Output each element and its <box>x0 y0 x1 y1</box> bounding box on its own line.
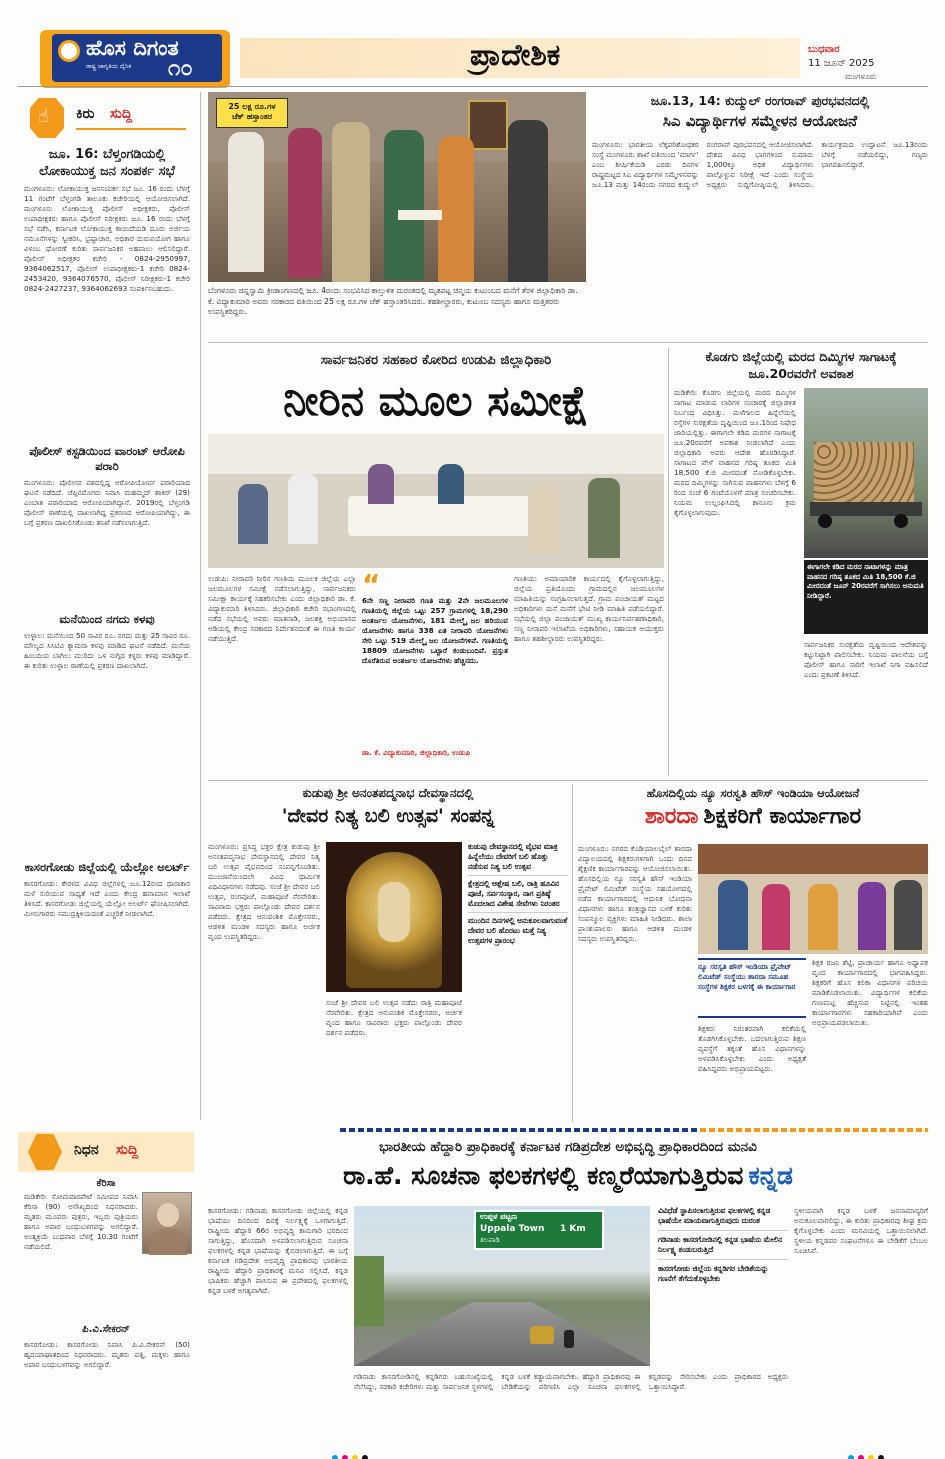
kiru-suddi-label <box>18 94 194 142</box>
sharada-kicker: ಹೊಸದಿಲ್ಲಿಯ ನ್ಯೂ ಸರಸ್ವತಿ ಹೌಸ್ ಇಂಡಿಯಾ ಆಯೋಜನೆ <box>646 786 860 800</box>
obituary-photo <box>142 1192 192 1254</box>
quote-mark-icon: “ <box>362 568 381 601</box>
sharada-body-2: ಶಿಕ್ಷಕರು ನಿರಂತರವಾಗಿ ಕಲಿಕೆಯಲ್ಲಿ ತೊಡಗಿಸಿಕೊಳ್ಳಬೇಕು. ಬದಲಾಗುತ್ತಿರುವ ಶಿಕ್ಷಣ ವ್ಯವಸ್ಥೆಗೆ ತಕ್ಕಂತೆ ಹೊಸ ವಿಧಾನಗಳನ್ನು ಅಳವಡಿಸಿಕೊಳ್ಳಬೇಕು ಎಂದು ಅಧ್ಯಕ್ಷತೆ ವಹಿಸಿದ್ದವರು ಅಭಿಪ್ರಾಯಪಟ್ಟರು. <box>698 1024 806 1073</box>
registration-marks-left <box>330 1446 370 1459</box>
kiru-body: ಮಂಗಳೂರು: ಪೊಲೀಸರ ವಶದಲ್ಲಿದ್ದ ಆರೋಪಿಯೋರ್ವ ಪರಾರಿಯಾದ ಘಟನೆ ನಡೆದಿದೆ. ಜೆಪ್ಪಿನಮೊಗರು ನಿವಾಸಿ ಮಹಮ್ಮದ್ ಶಾಕಿರ್ (29) ಎಂಬಾತ ಪರಾರಿಯಾದ ಆರೋಪಿಯಾಗಿದ್ದಾನೆ. 2019ರಲ್ಲಿ ಬೆಳ್ತಂಗಡಿ ಪೊಲೀಸ್ ಠಾಣೆಯಲ್ಲಿ ದಾಖಲಾಗಿದ್ದ ಪ್ರಕರಣದ ಆರೋಪಿಯಾಗಿದ್ದು, ಈ ಬಗ್ಗೆ ಪ್ರಕರಣ ದಾಖಲಿಸಿಕೊಂಡು ತನಿಖೆ ನಡೆಸಲಾಗುತ್ತಿದೆ. <box>24 478 190 527</box>
ca-headline: ಸಿಎ ವಿದ್ಯಾರ್ಥಿಗಳ ಸಮ್ಮೇಳನ ಆಯೋಜನೆ <box>662 112 858 130</box>
kiru-item <box>24 612 190 831</box>
temple-right-rule <box>572 784 573 1122</box>
kodagu-body-2: ಸಾರ್ವಜನಿಕರ ಸುರಕ್ಷತೆಯ ದೃಷ್ಟಿಯಿಂದ ಆದೇಶವನ್ನು ಕಟ್ಟುನಿಟ್ಟಾಗಿ ಪಾಲಿಸಬೇಕು. ನಿಯಮ ಪಾಲನೆಯ ಬಗ್ಗೆ ಪೊಲೀಸ್ ಹಾಗೂ ಸಾರಿಗೆ ಇಲಾಖೆ ನಿಗಾ ವಹಿಸಲಿದೆ ಎಂದು ಪ್ರಕಟಣೆ ತಿಳಿಸಿದೆ. <box>804 640 928 679</box>
sharada-body-3: ಶಿಕ್ಷಕ ರಜನಿ ಶೆಟ್ಟಿ, ಪ್ರಾಚಾರ್ಯ ಹಾಗೂ ಅಧ್ಯಾಪಕ ವೃಂದ ಕಾರ್ಯಾಗಾರದಲ್ಲಿ ಭಾಗವಹಿಸಿದ್ದರು. ಶಿಕ್ಷಕರಿಗೆ ಹೊಸ ಕಲಿಕಾ ವಿಧಾನಗಳ ಪರಿಚಯ ಮಾಡಿಕೊಡಲಾಯಿತು. ವಿದ್ಯಾರ್ಥಿಗಳ ಕಲಿಕೆಯ ಗುಣಮಟ್ಟ ಹೆಚ್ಚಿಸುವ ನಿಟ್ಟಿನಲ್ಲಿ ಇಂತಹ ಕಾರ್ಯಾಗಾರಗಳು ಸಹಕಾರಿಯಾಗಿವೆ ಎಂದು ಅಭಿಪ್ರಾಯಪಡಲಾಯಿತು. <box>812 958 928 1027</box>
kannada-bullet: ಕಾಸರಗೋಡು ಜಿಲ್ಲೆಯ ಕನ್ನಡಿಗರ ಬೇಡಿಕೆಯನ್ನು ಗಣನೆಗೆ ತೆಗೆದುಕೊಳ್ಳಬೇಕು <box>658 1264 769 1283</box>
logo-emblem-icon <box>58 40 80 62</box>
issue-date: 11 ಜೂನ್ 2025 <box>808 58 875 69</box>
suddi-label: ಸುದ್ದಿ <box>110 106 133 122</box>
kiru-suddi-column <box>18 92 194 1120</box>
kiru-headline: ಜೂ. 16: ಬೆಳ್ತಂಗಡಿಯಲ್ಲಿ ಲೋಕಾಯುಕ್ತ ಜನ ಸಂಪರ್ಕ ಸಭೆ <box>39 147 175 179</box>
kodagu-headline: ಕೊಡಗು ಜಿಲ್ಲೆಯಲ್ಲಿ ಮರದ ದಿಮ್ಮಿಗಳ ಸಾಗಾಟಕ್ಕೆ ಜೂ.20ರವರೆಗೆ ಅವಕಾಶ <box>705 349 897 381</box>
issue-city: ಮಂಗಳೂರು <box>845 72 877 81</box>
masthead-rule <box>18 86 928 87</box>
photo-tag-line2: ಚೆಕ್ ಹಸ್ತಾಂತರ <box>231 112 273 121</box>
water-headline: ನೀರಿನ ಮೂಲ ಸಮೀಕ್ಷೆ <box>283 376 589 425</box>
kannada-headline: ರಾ.ಹೆ. ಸೂಚನಾ ಫಲಕಗಳಲ್ಲಿ ಕಣ್ಮರೆಯಾಗುತ್ತಿರುವ <box>343 1161 744 1190</box>
sharada-story <box>578 784 928 1122</box>
kodagu-story <box>674 348 928 776</box>
water-right-rule <box>668 348 669 776</box>
photo-tag <box>216 98 288 128</box>
obituary-body: ಕಾಸರಗೋಡು: ಕಾಸರಗೋಡು ನಿವಾಸಿ ಪಿ.ವಿ.ಸೇಕರನ್ (50) ಹೃದಯಾಘಾತದಿಂದ ನಿಧನರಾದರು. ಮೃತರು ಪತ್ನಿ, ಮಕ್ಕಳು ಹಾಗೂ ಅಪಾರ ಬಂಧುಬಳಗವನ್ನು ಅಗಲಿದ್ದಾರೆ. <box>24 1340 190 1369</box>
temple-headline: 'ದೇವರ ನಿತ್ಯ ಬಲಿ ಉತ್ಸವ' ಸಂಪನ್ನ <box>281 805 495 827</box>
ca-body: ಮಂಗಳೂರು: ಭಾರತೀಯ ಲೆಕ್ಕಪರಿಶೋಧಕರ ಸಂಸ್ಥೆ ಮಂಗಳೂರು ಶಾಖೆ ವತಿಯಿಂದ 'ಮಾರ್ಗ' ಎಂಬ ಶೀರ್ಷಿಕೆಯಡಿ ಎರಡು ದಿನಗಳ ರಾಷ್ಟ್ರಮಟ್ಟದ ಸಿಎ ವಿದ್ಯಾರ್ಥಿಗಳ ಸಮ್ಮೇಳನವನ್ನು ಜೂ.13 ಮತ್ತು 14ರಂದು ನಗರದ ಕುದ್ಮುಲ್ ರಂಗರಾವ್ ಪುರಭವನದಲ್ಲಿ ಆಯೋಜಿಸಲಾಗಿದೆ. ದೇಶದ ವಿವಿಧ ಭಾಗಗಳಿಂದ ಸುಮಾರು 1,000ಕ್ಕೂ ಅಧಿಕ ವಿದ್ಯಾರ್ಥಿಗಳು ಪಾಲ್ಗೊಳ್ಳುವ ನಿರೀಕ್ಷೆ ಇದೆ ಎಂದು ಸಂಸ್ಥೆಯ ಅಧ್ಯಕ್ಷರು ಸುದ್ದಿಗೋಷ್ಠಿಯಲ್ಲಿ ತಿಳಿಸಿದರು. ಕಾರ್ಯಕ್ರಮದ ಉದ್ಘಾಟನೆ ಜೂ.13ರಂದು ಬೆಳಗ್ಗೆ ನಡೆಯಲಿದ್ದು, ಗಣ್ಯರು ಭಾಗವಹಿಸಲಿದ್ದಾರೆ. <box>592 140 928 189</box>
pointing-hand-glyph: ☝ <box>38 106 49 127</box>
temple-kicker: ಕುಡುಪು ಶ್ರೀ ಅನಂತಪದ್ಮನಾಭ ದೇವಸ್ಥಾನದಲ್ಲಿ <box>302 786 474 800</box>
temple-body-cont: ಸಂಜೆ ಶ್ರೀ ದೇವರ ಬಲಿ ಉತ್ಸವ ನಡೆದು ರಾತ್ರಿ ಮಹಾಪೂಜೆ ನೆರವೇರಿತು. ಕ್ಷೇತ್ರದ ಆನುವಂಶಿಕ ಮೊಕ್ತೇಸರರು, ಅರ್ಚಕ ವೃಂದ ಹಾಗೂ ಸಾವಿರಾರು ಭಕ್ತರು ಪಾಲ್ಗೊಂಡು ದೇವರ ದರ್ಶನ ಪಡೆದರು. <box>326 998 462 1037</box>
sign-text-kannada: ಉಪ್ಪಳ ಪಟ್ಟಣ <box>480 1212 517 1221</box>
cheque-photo-caption: ಬೆಂಗಳೂರು ಚಿನ್ನಸ್ವಾಮಿ ಕ್ರೀಡಾಂಗಣದಲ್ಲಿ ಜೂ. 4ರಂದು ಸಂಭವಿಸಿದ ಕಾಲ್ತುಳಿತ ದುರಂತದಲ್ಲಿ ಮೃತಪಟ್ಟ ಚಿನ್ಮಯ ಕುಟುಂಬದ ಮನೆಗೆ ತೆರಳಿ ಜಿಲ್ಲಾಧಿಕಾರಿ ಡಾ. ಕೆ. ವಿದ್ಯಾಕುಮಾರಿ ಅವರು ಸರಕಾರದ ವತಿಯಿಂದ 25 ಲಕ್ಷ ರೂ.ಗಳ ಚೆಕ್ ಹಸ್ತಾಂತರಿಸಿದರು. ತಹಶೀಲ್ದಾರರು, ಕುಟುಂಬ ಸದಸ್ಯರು ಹಾಗೂ ಮತ್ತಿತರರು ಉಪಸ್ಥಿತರಿದ್ದರು. <box>208 286 578 316</box>
obituary-body: ಮಡಿಕೇರಿ: ಸೋಮವಾರಪೇಟೆ ಸಮೀಪದ ನಿವಾಸಿ ಕೆರಿಸಾ (90) ಅಸೌಖ್ಯದಿಂದ ನಿಧನರಾದರು. ಮೃತರು ಮೂವರು ಪುತ್ರರು, ಇಬ್ಬರು ಪುತ್ರಿಯರು ಹಾಗೂ ಅಪಾರ ಬಂಧುಬಳಗವನ್ನು ಅಗಲಿದ್ದಾರೆ. ಅಂತ್ಯಕ್ರಿಯೆ ಬುಧವಾರ ಬೆಳಗ್ಗೆ 10.30 ಗಂಟೆಗೆ ನಡೆಯಲಿದೆ. <box>24 1192 138 1251</box>
kiru-label: ಕಿರು <box>76 106 95 122</box>
photo-tag-line1: 25 ಲಕ್ಷ ರೂ.ಗಳ <box>228 102 276 111</box>
ca-kicker: ಜೂ.13, 14: ಕುದ್ಮುಲ್ ರಂಗರಾವ್ ಪುರಭವನದಲ್ಲಿ <box>650 93 870 108</box>
nidhana-label: ನಿಧನ <box>74 1142 99 1158</box>
kiru-body: ಮಂಗಳೂರು: ಲೋಕಾಯುಕ್ತ ಜನಸಂಪರ್ಕ ಸಭೆ ಜೂ. 16 ರಂದು ಬೆಳಗ್ಗೆ 11 ಗಂಟೆಗೆ ಬೆಳ್ತಂಗಡಿ ತಾಲೂಕು ಕಚೇರಿಯಲ್ಲಿ ಆಯೋಜಿಸಲಾಗಿದೆ. ಮಂಗಳೂರು ಲೋಕಾಯುಕ್ತ ಪೊಲೀಸ್ ಅಧೀಕ್ಷಕರು, ಪೊಲೀಸ್ ಉಪಾಧೀಕ್ಷಕರು ಹಾಗೂ ಪೊಲೀಸ್ ನಿರೀಕ್ಷಕರು ಜೂ. 16 ರಂದು ಬೆಳಗ್ಗೆ ಸಭೆ ನಡೆಸಿ, ಕರ್ನಾಟಕ ಲೋಕಾಯುಕ್ತ ಕಾಯಿದೆಯಡಿ ದೂರು ಅರ್ಜಿಯ ನಮೂನೆಗಳನ್ನು ಸ್ವೀಕರಿಸಿ, ಭ್ರಷ್ಟಾಚಾರ, ಅಧಿಕಾರ ದುರುಪಯೋಗ ಹಾಗೂ ವಿಳಂಬ ಧೋರಣೆ ಕುರಿತು ಸಾರ್ವಜನಿಕರ ಅಹವಾಲು ಆಲಿಸಲಿದ್ದಾರೆ. ಪೊಲೀಸ್ ಅಧೀಕ್ಷಕರ ಕಚೇರಿ - 0824-2950997, 9364062517, ಪೊಲೀಸ್ ಉಪಾಧೀಕ್ಷಕರು-1 ಕಚೇರಿ 0824-2453420, 9364076570, ಪೊಲೀಸ್ ನಿರೀಕ್ಷಕರು-1 ಕಚೇರಿ 0824-2427237, 9364062693 ಸಂಪರ್ಕಿಸಬಹುದು. <box>24 184 190 293</box>
temple-bullet: ಮುಂದಿನ ದಿನಗಳಲ್ಲಿ ಅನುಕೂಲವಾಗುವಂತೆ ದೇವರ ಬಲಿ ಹೊರಟು ಮತ್ತೆ ನಿತ್ಯ ಉತ್ಸವಗಳ ಪ್ರಾರಂಭ <box>468 916 568 945</box>
temple-story <box>208 784 568 1122</box>
sign-road-name: ತಲಪಾಡಿ <box>480 1236 500 1244</box>
kannada-headline-blue: ಕನ್ನಡ <box>748 1161 793 1190</box>
water-quote: 6ನೇ ಸಣ್ಣ ನೀರಾವರಿ ಗಣತಿ ಮತ್ತು 2ನೇ ಜಲಮೂಲಗಳ ಗಣತಿಯಲ್ಲಿ ಜಿಲ್ಲೆಯ ಒಟ್ಟು 257 ಗ್ರಾಮಗಳಲ್ಲಿ 18,290 ಅಂತರ್ಜಲ ಯೋಜನೆಗಳು, 181 ಮೇಲ್ಮೈ ಜಲ ಹರಿಯುವ ಯೋಜನೆಗಳು ಹಾಗೂ 338 ಏತ ನೀರಾವರಿ ಯೋಜನೆಗಳು ಸೇರಿ ಒಟ್ಟು 519 ಮೇಲ್ಮೈ ಜಲ ಯೋಜನೆಗಳಿವೆ. ಗಣತಿಯಲ್ಲಿ 18809 ಯೋಜನೆಗಳು ಒಟ್ಟಾರೆ ಕಂಡುಬಂದಿವೆ. ಪ್ರಸ್ತುತ ದೊರೆತಿರುವ ಅಂತರ್ಜಲ ಯೋಜನೆಗಳು ಹೆಚ್ಚಿನದು. <box>362 596 508 665</box>
temple-bullet: ಕುಡುಪು ದೇವಸ್ಥಾನದಲ್ಲಿ ವೈಭವ ಮಾತ್ರ ಹಿನ್ನೆಲೆಯು ದೇವರಿಗೆ ಬಲಿ ಹೊತ್ತು ನಡೆಸುವ ನಿತ್ಯ ಬಲಿ ಉತ್ಸವ <box>468 842 568 876</box>
page-number: ೧೦ <box>168 56 193 81</box>
nidhana-suddi-label: ಸುದ್ದಿ <box>116 1142 139 1158</box>
kiru-item <box>24 146 190 422</box>
kannada-decor-bar <box>340 1128 700 1132</box>
water-quote-author: ಡಾ. ಕೆ. ವಿದ್ಯಾಕುಮಾರಿ, ಜಿಲ್ಲಾಧಿಕಾರಿ, ಉಡುಪಿ <box>362 748 471 757</box>
sharada-headline: ಶಿಕ್ಷಕರಿಗೆ ಕಾರ್ಯಾಗಾರ <box>703 804 862 829</box>
logo-text: ಹೊಸ ದಿಗಂತ <box>86 36 179 60</box>
kiru-headline: ಪೊಲೀಸ್ ಕಸ್ಟಡಿಯಿಂದ ವಾರಂಟ್ ಆರೋಪಿ ಪರಾರಿ <box>29 444 185 473</box>
kannada-highlights <box>658 1206 788 1366</box>
timber-caption-text: ಈಗಾಗಲೇ ಕಡಿದ ಮರದ ನಾಟಾಗಳನ್ನು ಮಾತ್ರ ವಾಹನದ ಗರಿಷ್ಠ ತೂಕದ ಮಿತಿ 18,500 ಕೆ.ಜಿ ಮೀರದಂತೆ ಜೂನ್ 20ರವರೆಗೆ ಸಾಗಿಸಲು ಅನುಮತಿ ನೀಡಿದ್ದಾರೆ. <box>807 563 924 600</box>
water-body-2: ಗಣತಿಯು ಅಮಾಯಾರಿಕ ಕಾರ್ಯದಲ್ಲಿ ಕೈಗೊಳ್ಳಲಾಗುತ್ತಿದ್ದು, ಜಿಲ್ಲೆಯ ಪ್ರತಿಯೊಂದು ಗ್ರಾಮದಲ್ಲಿನ ಜಲಮೂಲಗಳ ಮಾಹಿತಿಯನ್ನು ಸಂಗ್ರಹಿಸಲಾಗುತ್ತದೆ. ಗ್ರಾಮ ಪಂಚಾಯತ್ ಮಟ್ಟದ ಅಧಿಕಾರಿಗಳು ಮನೆ ಮನೆಗೆ ಭೇಟಿ ನೀಡಿ ಮಾಹಿತಿ ಪಡೆಯಲಿದ್ದಾರೆ. ಸಭೆಯಲ್ಲಿ ಜಿಲ್ಲಾ ಪಂಚಾಯತ್ ಮುಖ್ಯ ಕಾರ್ಯನಿರ್ವಹಣಾಧಿಕಾರಿ, ಸಣ್ಣ ನೀರಾವರಿ ಇಲಾಖೆಯ ಅಧಿಕಾರಿಗಳು, ಸಹಾಯಕ ಆಯುಕ್ತರು ಹಾಗೂ ತಹಶೀಲ್ದಾರರು ಉಪಸ್ಥಿತರಿದ್ದರು. <box>514 574 664 643</box>
timber-photo-caption <box>804 560 928 634</box>
temple-highlights <box>468 842 568 992</box>
water-body-1: ಉಡುಪಿ: ನೀರಾವರಿ ನೀರಿನ ಗಣತಿಯ ಮೂಲಕ ಜಿಲ್ಲೆಯ ಎಲ್ಲಾ ಜಲಮೂಲಗಳ ಸಮೀಕ್ಷೆ ನಡೆಸಲಾಗುತ್ತಿದ್ದು, ಸಾರ್ವಜನಿಕರು ಸಮೀಕ್ಷಾ ಕಾರ್ಯಕ್ಕೆ ಸಹಕರಿಸಬೇಕು ಎಂದು ಜಿಲ್ಲಾಧಿಕಾರಿ ಡಾ. ಕೆ. ವಿದ್ಯಾಕುಮಾರಿ ತಿಳಿಸಿದರು. ಜಿಲ್ಲಾಧಿಕಾರಿ ಕಚೇರಿ ಸಭಾಂಗಣದಲ್ಲಿ ನಡೆದ ಸಭೆಯಲ್ಲಿ ಅವರು ಮಾತನಾಡಿ, ಜಲಶಕ್ತಿ ಅಭಿಯಾನದ ಅಡಿಯಲ್ಲಿ ಕೇಂದ್ರ ಸರಕಾರದ ನಿರ್ದೇಶನದಂತೆ ಈ ಗಣತಿ ಕಾರ್ಯ ನಡೆಯುತ್ತಿದೆ. <box>208 574 356 643</box>
section-title: ಪ್ರಾದೇಶಿಕ <box>470 38 561 73</box>
kannada-bullet: ವಿವಿಧೆಡೆ ಸ್ಥಾಪಿಸಲಾಗುತ್ತಿರುವ ಫಲಕಗಳಲ್ಲಿ ಕನ್ನಡ ಭಾಷೆಯೇ ಮಾಯವಾಗುತ್ತಿರುವುದು ದುರಂತ <box>658 1206 788 1231</box>
kannada-bullet: ಗಡಿನಾಡು ಕಾಸರಗೋಡಿನಲ್ಲಿ ಕನ್ನಡ ಭಾಷೆಯ ಮೇಲಿನ ನಿರ್ಲಕ್ಷ್ಯ ಕಂಡುಬರುತ್ತಿದೆ <box>658 1235 788 1260</box>
kiru-body: ಕಾಸರಗೋಡು: ಕೇರಳದ ವಿವಿಧ ಜಿಲ್ಲೆಗಳಲ್ಲಿ ಜೂ.12ರಂದ ಧಾರಾಕಾರ ಮಳೆ ಸುರಿಯುವ ಸಾಧ್ಯತೆ ಇದೆ ಎಂದು ಕೇಂದ್ರ ಹವಾಮಾನ ಇಲಾಖೆ ತಿಳಿಸಿದೆ. ಕಾಸರಗೋಡು ಜಿಲ್ಲೆಯಲ್ಲಿ ಯೆಲ್ಲೋ ಅಲರ್ಟ್ ಘೋಷಿಸಲಾಗಿದೆ. ಮೀನುಗಾರರು ಸಮುದ್ರಕ್ಕಿಳಿಯದಂತೆ ಎಚ್ಚರಿಕೆ ನೀಡಲಾಗಿದೆ. <box>24 879 190 918</box>
sign-text-english: Uppala Town <box>480 1224 545 1234</box>
ca-story <box>592 92 928 342</box>
water-kicker: ಸಾರ್ವಜನಿಕರ ಸಹಕಾರ ಕೋರಿದ ಉಡುಪಿ ಜಿಲ್ಲಾಧಿಕಾರಿ <box>320 352 552 368</box>
sharada-body: ಮಂಗಳೂರು: ನಗರದ ಕೊಡಿಯಾಲಬೈಲ್ ಶಾರದಾ ವಿದ್ಯಾಲಯದಲ್ಲಿ ಶಿಕ್ಷಕರುಗಳಿಗಾಗಿ ಒಂದು ದಿನದ ಶೈಕ್ಷಣಿಕ ಕಾರ್ಯಾಗಾರವನ್ನು ಆಯೋಜಿಸಲಾಯಿತು. ಹೊಸದಿಲ್ಲಿಯ ನ್ಯೂ ಸರಸ್ವತಿ ಹೌಸ್ ಇಂಡಿಯಾ ಪ್ರೈವೇಟ್ ಲಿಮಿಟೆಡ್ ಸಂಸ್ಥೆಯ ಸಹಯೋಗದಲ್ಲಿ ನಡೆದ ಕಾರ್ಯಾಗಾರದಲ್ಲಿ ಆಧುನಿಕ ಬೋಧನಾ ವಿಧಾನಗಳು ಹಾಗೂ ತಂತ್ರಜ್ಞಾನದ ಬಳಕೆ ಕುರಿತು ಸಂಪನ್ಮೂಲ ವ್ಯಕ್ತಿಗಳು ಮಾಹಿತಿ ನೀಡಿದರು. ಶಾಲಾ ಪ್ರಾಂಶುಪಾಲರು ಹಾಗೂ ಆಡಳಿತ ಮಂಡಳಿ ಸದಸ್ಯರು ಉಪಸ್ಥಿತರಿದ್ದರು. <box>578 844 692 943</box>
nidhana-suddi-column <box>18 1128 194 1448</box>
kiru-body: ಉಳ್ಳಾಲ: ಮನೆಯಿಂದ 50 ಸಾವಿರ ರೂ. ನಗದು ಮತ್ತು 25 ಸಾವಿರ ರೂ. ಮೌಲ್ಯದ ಸಿಸಿಟಿವಿ ಕ್ಯಾಮರಾ ಕಳವು ಮಾಡಿದ ಘಟನೆ ನಡೆದಿದೆ. ಮನೆಯ ಹಿಂಬದಿಯ ಬಾಗಿಲು ಮುರಿದು ಒಳ ನುಗ್ಗಿದ ಕಳ್ಳರು ಕಳವು ಮಾಡಿದ್ದಾರೆ. ಈ ಕುರಿತು ಉಳ್ಳಾಲ ಠಾಣೆಯಲ್ಲಿ ಪ್ರಕರಣ ದಾಖಲಾಗಿದೆ. <box>24 631 190 670</box>
logo-tagline: ರಾಷ್ಟ್ರ ಜಾಗೃತಿಯ ದೈನಿಕ <box>86 63 132 70</box>
temple-body: ಮಂಗಳೂರು: ಪ್ರಸಿದ್ಧ ಭಕ್ತರ ಕ್ಷೇತ್ರ ಕುಡುಪು ಶ್ರೀ ಅನಂತಪದ್ಮನಾಭ ದೇವಸ್ಥಾನದಲ್ಲಿ ದೇವರ ನಿತ್ಯ ಬಲಿ ಉತ್ಸವ ವೈಭವದಿಂದ ಸಂಪನ್ನಗೊಂಡಿತು. ಮುಂಜಾನೆಯಿಂದಲೇ ವಿವಿಧ ಧಾರ್ಮಿಕ ವಿಧಿವಿಧಾನಗಳು ನಡೆದವು. ಸಂಜೆ ಶ್ರೀ ದೇವರ ಬಲಿ ಉತ್ಸವ, ರಂಗಪೂಜೆ, ಮಹಾಪೂಜೆ ನೆರವೇರಿತು. ಸಾವಿರಾರು ಭಕ್ತರು ಪಾಲ್ಗೊಂಡು ದೇವರ ದರ್ಶನ ಪಡೆದರು. ಕ್ಷೇತ್ರದ ಆನುವಂಶಿಕ ಮೊಕ್ತೇಸರರು, ಆಡಳಿತ ಮಂಡಳಿ ಸದಸ್ಯರು ಹಾಗೂ ಅರ್ಚಕ ವೃಂದ ಉಪಸ್ಥಿತರಿದ್ದರು. <box>208 842 320 941</box>
kannada-body-2: ಸ್ಥಳೀಯವಾಗಿ ಕನ್ನಡ ಬಳಕೆ ಜನಸಾಮಾನ್ಯರಿಗೆ ಅನುಕೂಲವಾಗಲಿದ್ದು, ಈ ಕುರಿತು ಪ್ರಾಧಿಕಾರವು ಶೀಘ್ರ ಕ್ರಮ ಕೈಗೊಳ್ಳಬೇಕು ಎಂದು ಮನವಿಯಲ್ಲಿ ಒತ್ತಾಯಿಸಲಾಗಿದೆ. ಸ್ಥಳೀಯ ಕನ್ನಡಪರ ಸಂಘಟನೆಗಳೂ ಈ ಬೇಡಿಕೆಗೆ ಬೆಂಬಲ ಸೂಚಿಸಿವೆ. <box>794 1206 928 1255</box>
masthead <box>0 0 945 90</box>
timber-truck-photo <box>804 388 928 558</box>
registration-marks-right <box>846 1446 886 1459</box>
kodagu-body: ಮಡಿಕೇರಿ: ಕೊಡಗು ಜಿಲ್ಲೆಯಲ್ಲಿ ಮರದ ದಿಮ್ಮಿಗಳ ಸಾಗಾಟ ಮಾಡುವ ಲಾರಿಗಳ ಸಂಚಾರಕ್ಕೆ ಜಿಲ್ಲಾಡಳಿತ ನಿರ್ಬಂಧ ವಿಧಿಸಿತ್ತು. ಮಳೆಗಾಲದ ಹಿನ್ನೆಲೆಯಲ್ಲಿ ರಸ್ತೆಗಳ ಸುರಕ್ಷತೆಯ ದೃಷ್ಟಿಯಿಂದ ಜೂ.1ರಿಂದ ನಿಷೇಧ ಜಾರಿಯಲ್ಲಿತ್ತು. ಈಗಾಗಲೇ ಕಡಿದ ಮರಗಳ ಸಾಗಾಟಕ್ಕೆ ಜೂ.20ರವರೆಗೆ ಅವಕಾಶ ನೀಡಲಾಗಿದೆ ಎಂದು ಜಿಲ್ಲಾಧಿಕಾರಿ ಅವರು ಆದೇಶ ಹೊರಡಿಸಿದ್ದಾರೆ. ಸಾಗಾಟದ ವೇಳೆ ವಾಹನದ ಗರಿಷ್ಠ ತೂಕದ ಮಿತಿ 18,500 ಕೆ.ಜಿ ಮೀರದಂತೆ ನೋಡಿಕೊಳ್ಳಬೇಕು. ಮರದ ದಿಮ್ಮಿಗಳನ್ನು ಸಾಗಿಸುವ ವಾಹನಗಳು ಬೆಳಗ್ಗೆ 6 ರಿಂದ ಸಂಜೆ 6 ಗಂಟೆಯೊಳಗೆ ಮಾತ್ರ ಸಂಚರಿಸಬೇಕು. ನಿಯಮ ಉಲ್ಲಂಘಿಸಿದಲ್ಲಿ ಕಾನೂನು ಕ್ರಮ ಕೈಗೊಳ್ಳಲಾಗುವುದು. <box>674 388 796 517</box>
mid-rule <box>208 780 928 781</box>
kiru-item <box>24 444 190 608</box>
sharada-callout-text: ನ್ಯೂ ಸರಸ್ವತಿ ಹೌಸ್ ಇಂಡಿಯಾ ಪ್ರೈವೇಟ್ ಲಿಮಿಟೆಡ್ ಸಂಸ್ಥೆಯು ಶಾರದಾ ಸಮೂಹ ಸಂಸ್ಥೆಗಳ ಶಿಕ್ಷಕರ ಬಳಗಕ್ಕೆ ಈ ಕಾರ್ಯಾಗಾರ <box>698 962 796 991</box>
highway-photo <box>354 1206 650 1366</box>
workshop-photo <box>698 844 928 954</box>
water-quote-box <box>362 568 508 772</box>
upper-mid-rule <box>208 342 928 343</box>
meeting-photo <box>208 434 664 568</box>
kiru-label-underline <box>76 128 186 130</box>
issue-day: ಬುಧವಾರ <box>808 44 840 55</box>
kiru-item <box>24 860 190 1099</box>
kannada-story <box>208 1136 928 1448</box>
kiru-headline: ಮನೆಯಿಂದ ನಗದು ಕಳವು <box>59 612 155 626</box>
sharada-headline-red: ಶಾರದಾ <box>644 804 699 829</box>
water-story <box>208 348 664 776</box>
kiru-headline: ಕಾಸರಗೋಡು ಜಿಲ್ಲೆಯಲ್ಲಿ ಯೆಲ್ಲೋ ಅಲರ್ಟ್ <box>24 860 190 874</box>
obituary-name: ಪಿ.ವಿ.ಸೇಕರನ್ <box>82 1324 130 1335</box>
kannada-body-3: ಗಡಿನಾಡು ಕಾಸರಗೋಡಿನಲ್ಲಿ ಕನ್ನಡಿಗರು ಬಹುಸಂಖ್ಯೆಯಲ್ಲಿ ನೆಲೆಸಿದ್ದು, ಸರಕಾರಿ ಕಚೇರಿಗಳು ಮತ್ತು ಸಾರ್ವಜನಿಕ ಸ್ಥಳಗಳಲ್ಲಿ ಕನ್ನಡ ಬಳಕೆ ಕಡ್ಡಾಯವಾಗಬೇಕು. ಹೆದ್ದಾರಿ ಪ್ರಾಧಿಕಾರವು ಈ ಬೇಡಿಕೆಯನ್ನು ಪರಿಗಣಿಸಿ ಎಲ್ಲಾ ಸೂಚನಾ ಫಲಕಗಳಲ್ಲಿ ಕನ್ನಡವನ್ನು ಸೇರಿಸಬೇಕು ಎಂದು ಪ್ರಾಧಿಕಾರದ ಅಧ್ಯಕ್ಷರು ಒತ್ತಾಯಿಸಿದ್ದಾರೆ. <box>354 1372 788 1391</box>
sharada-callout <box>698 958 806 1018</box>
deity-photo <box>326 842 462 992</box>
obituary-name: ಕೆರಿಸಾ <box>96 1178 116 1189</box>
kannada-decor-bar-orange <box>700 1128 928 1132</box>
kannada-body: ಕಾಸರಗೋಡು: ಗಡಿನಾಡು ಕಾಸರಗೋಡು ಜಿಲ್ಲೆಯಲ್ಲಿ ಕನ್ನಡ ಭಾಷೆಯು ದಿನದಿಂದ ದಿನಕ್ಕೆ ನಿರ್ಲಕ್ಷ್ಯಕ್ಕೆ ಒಳಗಾಗುತ್ತಿದೆ. ರಾಷ್ಟ್ರೀಯ ಹೆದ್ದಾರಿ 66ರ ಅಭಿವೃದ್ಧಿ ಕಾಮಗಾರಿ ಭರದಿಂದ ಸಾಗುತ್ತಿದ್ದು, ಹೊಸದಾಗಿ ಅಳವಡಿಸಲಾಗುತ್ತಿರುವ ಸೂಚನಾ ಫಲಕಗಳಲ್ಲಿ ಕನ್ನಡ ಭಾಷೆಯನ್ನು ಕೈಬಿಡಲಾಗುತ್ತಿದೆ. ಈ ಬಗ್ಗೆ ಕರ್ನಾಟಕ ಗಡಿಪ್ರದೇಶ ಅಭಿವೃದ್ಧಿ ಪ್ರಾಧಿಕಾರವು ಭಾರತೀಯ ರಾಷ್ಟ್ರೀಯ ಹೆದ್ದಾರಿ ಪ್ರಾಧಿಕಾರಕ್ಕೆ ಮನವಿ ಸಲ್ಲಿಸಿದೆ. ಕನ್ನಡ ಭಾಷಿಕರು ಹೆಚ್ಚಾಗಿ ವಾಸಿಸುವ ಈ ಪ್ರದೇಶದಲ್ಲಿ ಫಲಕಗಳಲ್ಲಿ ಕನ್ನಡ ಬಳಕೆ ಅಗತ್ಯವಾಗಿದೆ. <box>208 1206 348 1295</box>
kannada-kicker: ಭಾರತೀಯ ಹೆದ್ದಾರಿ ಪ್ರಾಧಿಕಾರಕ್ಕೆ ಕರ್ನಾಟಕ ಗಡಿಪ್ರದೇಶ ಅಭಿವೃದ್ಧಿ ಪ್ರಾಧಿಕಾರದಿಂದ ಮನವಿ <box>379 1139 757 1155</box>
temple-bullet: ಕ್ಷೇತ್ರದಲ್ಲಿ ಆಶ್ಲೇಷ ಬಲಿ, ರಾತ್ರಿ ಹೂವಿನ ಪೂಜೆ, ಸರ್ಪಸಂಸ್ಕಾರ, ನಾಗ ಪ್ರತಿಷ್ಠೆ ಮೊದಲಾದ ವಿಶೇಷ ಸೇವೆಗಳು ನಿರಂತರ <box>468 879 568 913</box>
left-column-rule <box>200 92 201 1120</box>
sign-distance: 1 Km <box>560 1224 586 1234</box>
